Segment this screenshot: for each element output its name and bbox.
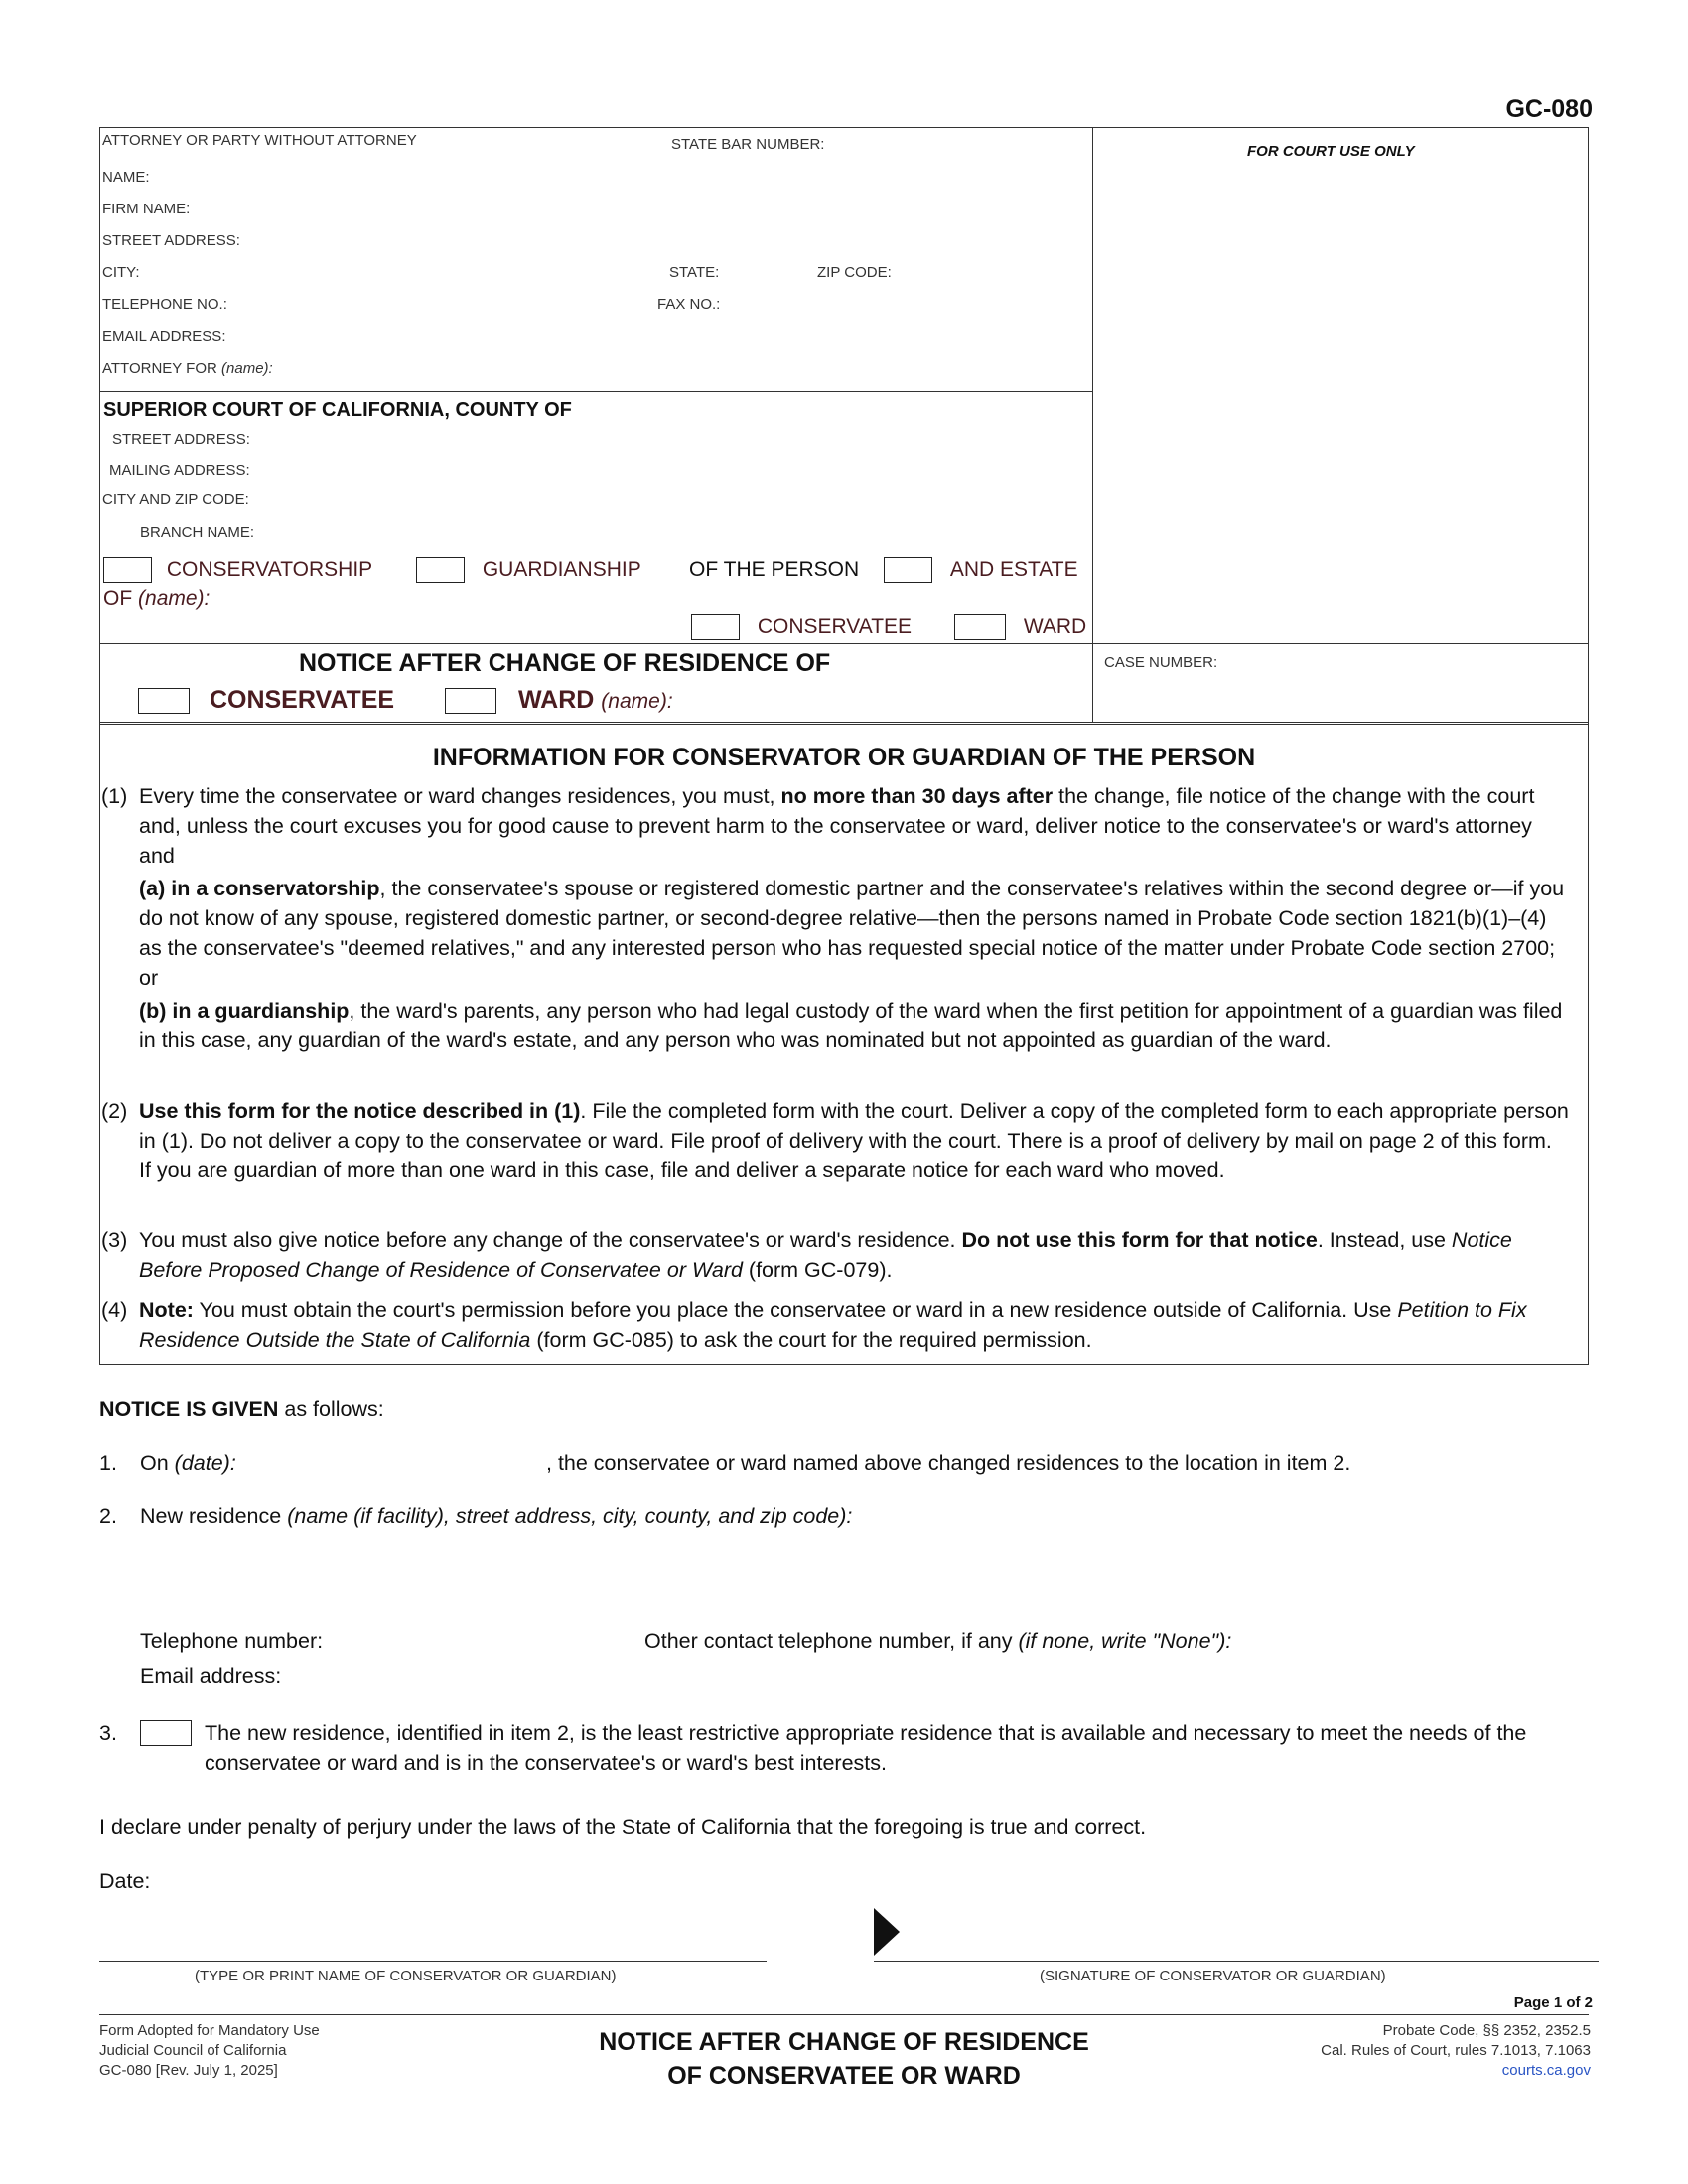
title-conservatee-option[interactable]: CONSERVATEE — [138, 686, 394, 715]
caption-ward-checkbox[interactable] — [954, 614, 1006, 640]
fax-label: FAX NO.: — [657, 296, 721, 313]
guardianship-checkbox[interactable] — [416, 557, 465, 583]
firm-name-label: FIRM NAME: — [102, 201, 191, 217]
footer-right: Probate Code, §§ 2352, 2352.5 Cal. Rules of Court, rules 7.1013, 7.1063 courts.ca.gov — [1321, 2022, 1591, 2079]
info-item-3-number: (3) — [101, 1228, 128, 1252]
info-item-1: Every time the conservatee or ward changes residences, you must, no more than 30 days after the change, file notice of the change with the court and, unless the court excuses you for good cause to prevent harm to the conservatee or ward, deliver notice to the conservatee's or ward's attorney and — [139, 784, 1535, 868]
court-use-label: FOR COURT USE ONLY — [1247, 143, 1415, 160]
telephone-label: TELEPHONE NO.: — [102, 296, 227, 313]
court-street-label: STREET ADDRESS: — [112, 431, 250, 448]
court-city-zip-label: CITY AND ZIP CODE: — [102, 491, 249, 508]
item-2-number: 2. — [99, 1504, 117, 1528]
and-estate-option[interactable]: AND ESTATE — [884, 557, 1078, 583]
info-item-4-number: (4) — [101, 1298, 128, 1322]
attorney-header: ATTORNEY OR PARTY WITHOUT ATTORNEY — [102, 132, 417, 149]
caption-conservatee-option[interactable]: CONSERVATEE — [691, 614, 912, 640]
state-bar-label: STATE BAR NUMBER: — [671, 136, 825, 153]
info-item-4: Note: You must obtain the court's permission before you place the conservatee or ward in a new residence outside of California. Use Petition to Fix Residence Outside the State of California (form GC-085) to ask the court for the required permission. — [139, 1298, 1527, 1352]
signature-caption: (SIGNATURE OF CONSERVATOR OR GUARDIAN) — [1040, 1968, 1386, 1984]
info-item-1a: (a) in a conservatorship, the conservatee's spouse or registered domestic partner and the conservatee's relatives within the second degree or—if you do not know of any spouse, registered domestic partner, or second-degree relative—then the persons named in Probate Code section 1821(b)(1)–(4) as the conservatee's "deemed relatives," and any interested person who has requested special notice of the matter under Probate Code section 2700; or — [139, 877, 1565, 990]
item-3-checkbox[interactable] — [140, 1720, 192, 1746]
other-telephone-label: Other contact telephone number, if any (if none, write "None"): — [644, 1629, 1232, 1653]
item-3-text: The new residence, identified in item 2, is the least restrictive appropriate residence that is available and necessary to meet the needs of the conservatee or ward and is in the conservatee's or ward's best interests. — [205, 1721, 1527, 1775]
date-label: Date: — [99, 1869, 151, 1893]
conservatorship-option[interactable]: CONSERVATORSHIP — [103, 557, 372, 583]
item-2-text: New residence (name (if facility), street address, city, county, and zip code): — [140, 1504, 853, 1528]
notice-given: NOTICE IS GIVEN as follows: — [99, 1397, 384, 1421]
and-estate-checkbox[interactable] — [884, 557, 932, 583]
form-title: NOTICE AFTER CHANGE OF RESIDENCE OF — [299, 649, 831, 677]
title-ward-checkbox[interactable] — [445, 688, 496, 714]
declaration: I declare under penalty of perjury under the laws of the State of California that the foregoing is true and correct. — [99, 1815, 1147, 1839]
street-address-label: STREET ADDRESS: — [102, 232, 240, 249]
court-title: SUPERIOR COURT OF CALIFORNIA, COUNTY OF — [103, 399, 572, 421]
page-number: Page 1 of 2 — [1513, 1994, 1593, 2011]
attorney-for-label: ATTORNEY FOR (name): — [102, 360, 273, 377]
city-label: CITY: — [102, 264, 140, 281]
title-ward-option[interactable]: WARD (name): — [445, 686, 673, 715]
footer-left: Form Adopted for Mandatory Use Judicial Council of California GC-080 [Rev. July 1, 2025] — [99, 2022, 320, 2079]
info-item-2: Use this form for the notice described in (1). File the completed form with the court. Deliver a copy of the completed form to each appropriate person in (1). Do not deliver a copy to the conservatee or ward. File proof of delivery with the court. There is a proof of delivery by mail on page 2 of this form. If you are guardian of more than one ward in this case, file and deliver a separate notice for each ward who moved. — [139, 1099, 1569, 1182]
info-item-1-number: (1) — [101, 784, 128, 808]
state-label: STATE: — [669, 264, 720, 281]
zip-label: ZIP CODE: — [817, 264, 892, 281]
telephone-number-label: Telephone number: — [140, 1629, 324, 1653]
print-name-caption: (TYPE OR PRINT NAME OF CONSERVATOR OR GUARDIAN) — [195, 1968, 617, 1984]
title-conservatee-checkbox[interactable] — [138, 688, 190, 714]
email-address-label: Email address: — [140, 1664, 282, 1688]
name-label: NAME: — [102, 169, 150, 186]
guardianship-option[interactable]: GUARDIANSHIP — [416, 557, 641, 583]
info-item-3: You must also give notice before any change of the conservatee's or ward's residence. Do not use this form for that notice. Instead, use Notice Before Proposed Change of Residence of Conservatee or Ward (form GC-079). — [139, 1228, 1512, 1282]
signature-arrow-icon — [874, 1908, 900, 1956]
courts-link[interactable]: courts.ca.gov — [1501, 2062, 1591, 2079]
information-heading: INFORMATION FOR CONSERVATOR OR GUARDIAN OF THE PERSON — [432, 744, 1256, 771]
of-the-person-label: OF THE PERSON — [689, 558, 860, 581]
court-mailing-label: MAILING ADDRESS: — [109, 462, 250, 478]
case-number-label: CASE NUMBER: — [1104, 654, 1218, 671]
caption-conservatee-checkbox[interactable] — [691, 614, 740, 640]
of-name-label: OF (name): — [103, 587, 211, 610]
email-label: EMAIL ADDRESS: — [102, 328, 226, 344]
item-1-text: , the conservatee or ward named above changed residences to the location in item 2. — [546, 1451, 1351, 1475]
info-item-2-number: (2) — [101, 1099, 128, 1123]
caption-ward-option[interactable]: WARD — [954, 614, 1086, 640]
info-item-1b: (b) in a guardianship, the ward's parents, any person who had legal custody of the ward when the first petition for appointment of a guardian was filed in this case, any guardian of the ward's estate, and any person who was nominated but not appointed as guardian of the ward. — [139, 999, 1563, 1052]
court-branch-label: BRANCH NAME: — [140, 524, 255, 541]
form-number: GC-080 — [1505, 95, 1593, 123]
conservatorship-checkbox[interactable] — [103, 557, 152, 583]
item-1-number: 1. — [99, 1451, 117, 1475]
item-1-on: On (date): — [140, 1451, 236, 1475]
footer-title: NOTICE AFTER CHANGE OF RESIDENCE OF CONSERVATEE OR WARD — [599, 2028, 1089, 2090]
item-3-number: 3. — [99, 1721, 117, 1745]
